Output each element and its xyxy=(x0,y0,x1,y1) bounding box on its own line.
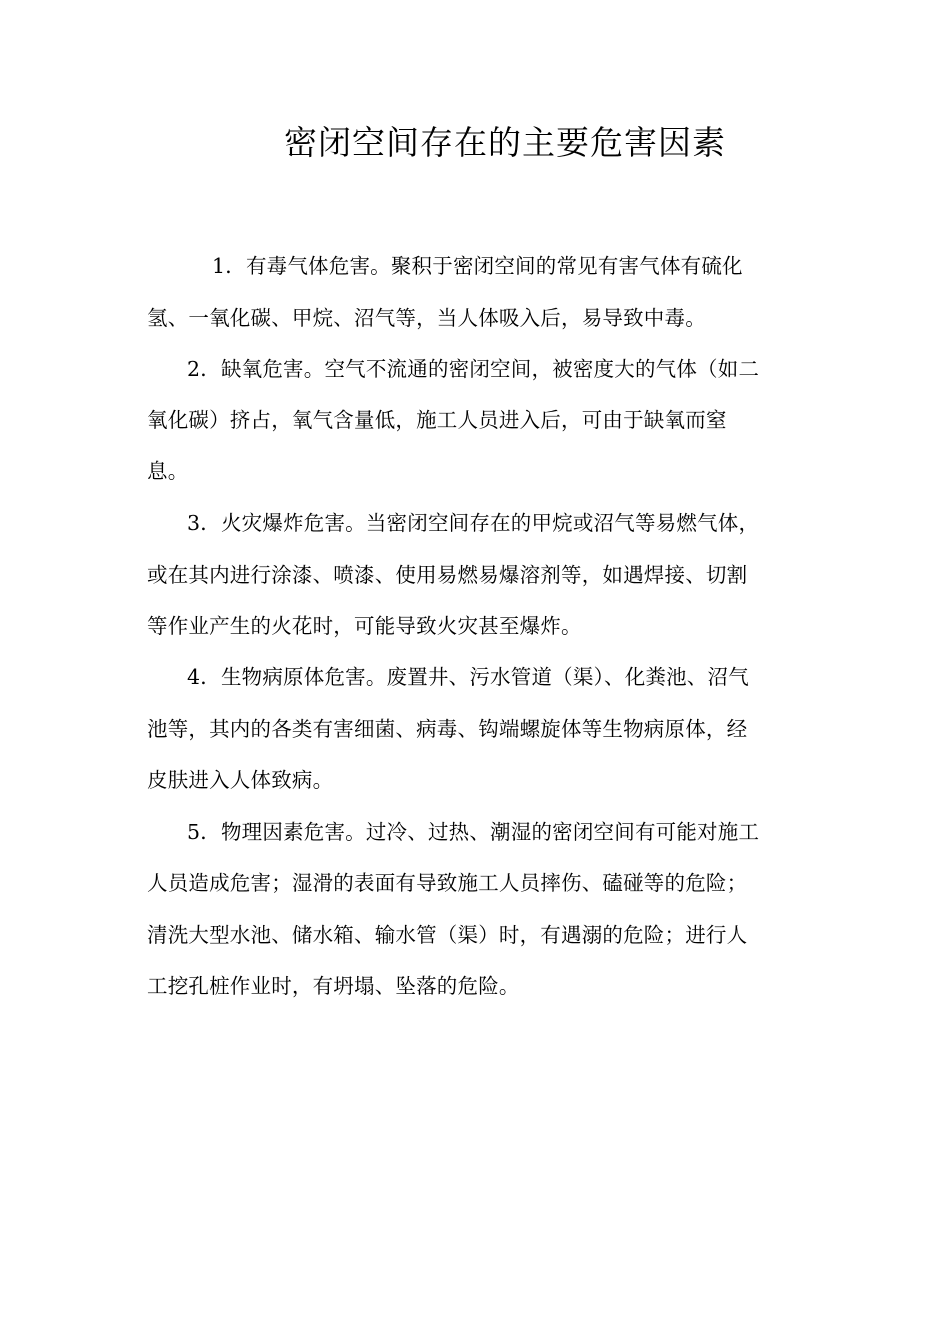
paragraph-1-line-1: 1．有毒气体危害。聚积于密闭空间的常见有害气体有硫化 xyxy=(212,254,743,278)
paragraph-1-line-2: 氢、一氧化碳、甲烷、沼气等，当人体吸入后，易导致中毒。 xyxy=(147,306,706,330)
paragraph-3-line-1: 3．火灾爆炸危害。当密闭空间存在的甲烷或沼气等易燃气体， xyxy=(187,511,760,535)
paragraph-3-line-3: 等作业产生的火花时，可能导致火灾甚至爆炸。 xyxy=(147,614,582,638)
paragraph-3-line-2: 或在其内进行涂漆、喷漆、使用易燃易爆溶剂等，如遇焊接、切割 xyxy=(147,563,748,587)
paragraph-2-line-3: 息。 xyxy=(147,459,189,483)
paragraph-4-line-3: 皮肤进入人体致病。 xyxy=(147,768,334,792)
paragraph-2-line-1: 2．缺氧危害。空气不流通的密闭空间，被密度大的气体（如二 xyxy=(187,357,760,381)
paragraph-4-line-1: 4．生物病原体危害。废置井、污水管道（渠）、化粪池、沼气 xyxy=(187,665,749,689)
paragraph-2-line-2: 氧化碳）挤占，氧气含量低，施工人员进入后，可由于缺氧而窒 xyxy=(147,408,727,432)
paragraph-5-line-3: 清洗大型水池、储水箱、输水管（渠）时，有遇溺的危险；进行人 xyxy=(147,923,748,947)
document-title: 密闭空间存在的主要危害因素 xyxy=(284,123,726,162)
paragraph-5-line-4: 工挖孔桩作业时，有坍塌、坠落的危险。 xyxy=(147,974,520,998)
paragraph-5-line-2: 人员造成危害；湿滑的表面有导致施工人员摔伤、磕碰等的危险； xyxy=(147,871,748,895)
paragraph-5-line-1: 5．物理因素危害。过冷、过热、潮湿的密闭空间有可能对施工 xyxy=(187,820,760,844)
paragraph-4-line-2: 池等，其内的各类有害细菌、病毒、钩端螺旋体等生物病原体，经 xyxy=(147,717,748,741)
